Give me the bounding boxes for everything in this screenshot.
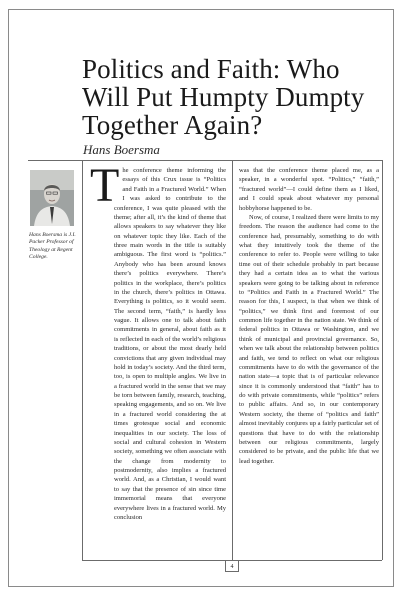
author-portrait-image: [30, 170, 74, 226]
body-column-left: [90, 159, 226, 522]
body-column-right: [239, 166, 379, 466]
article-author: Hans Boersma: [83, 142, 160, 157]
author-photo: [30, 170, 74, 226]
column-divider-left: [82, 160, 83, 560]
page-number: 4: [225, 560, 239, 572]
article-title: Politics and Faith: Who Will Put Humpty Dumpty Together Again?: [82, 54, 365, 140]
drop-cap: T: [90, 159, 120, 212]
opening-paragraph: [90, 159, 226, 522]
opening-paragraph-text: he conference theme informing the essays of this Crux issue is “Politics and Faith in a Fractured World.” When I was asked to contribute to the conference, I was quite pleased with the theme; after all, it’s the kind of theme that allows speakers to say whatever they like on whatever topic they like. Each of the three main words in the title is suitably ambiguous. The first word is “politics.” Anybody who has been around knows there’s politics everywhere. There’s politics in the workplace, there’s politics in the church, there’s politics in Ottawa. Everything is politics, so it would seem. The second term, “faith,” is hardly less vague. It allows one to talk about faith commitments in general, about faith as it is reflected in each of the world’s religious traditions, or about the most dearly held convictions that any given individual may hold in today’s society. And the third term, too, is open to multiple angles. We live in a fractured world in the sense that we may be torn between family, research, teaching, speaking engagements, and so on. We live in a fractured world considering the at times grotesque social and economic inequalities in our society. The loss of social and cultural cohesion in Western society, something we often associate with the change from modernity to postmodernity, also implies a fractured world. And, as a Christian, I would want to say that the presence of sin since time immemorial means that everyone everywhere lives in a fractured world. My conclusion: [114, 167, 226, 521]
author-caption: Hans Boersma is J.I. Packer Professor of Theology at Regent College.: [29, 232, 76, 261]
column-divider-right: [382, 160, 383, 560]
column-divider-middle: [232, 160, 233, 560]
paragraph-second: Now, of course, I realized there were limits to my freedom. The reason the audience had come to the conference had, presumably, something to do with what they intuitively took the theme of the conference to refer to. People were willing to take time out of their schedule probably in part because they had a certain idea as to what the various speakers were going to be talking about in reference to “Politics and Faith in a Fractured World.” The reason for this, I suspect, is that when we think of “politics,” we think first and foremost of our common life together in the nation state. We think of federal politics in Ottawa or Washington, and we think of municipal and provincial governance. So, when we talk about the relationship between politics and faith, we tend to reflect on what our religious commitments have to do with the governance of the nation state—a topic that is of particular relevance since it is commonly understood that “faith” has to do with private commitments, while “politics” refers to public affairs. And so, in our contemporary Western society, the theme of “politics and faith” almost inevitably conjures up a fairly particular set of questions that have to do with the relationship between our religious commitments, largely considered to be private, and the public life that we lead together.: [239, 213, 379, 465]
paragraph-continued: was that the conference theme placed me, as a speaker, in a wonderful spot. “Politics,” “faith,” “fractured world”—I could define them as I liked, and I could speak about whatever my personal hobbyhorse happened to be.: [239, 167, 379, 212]
